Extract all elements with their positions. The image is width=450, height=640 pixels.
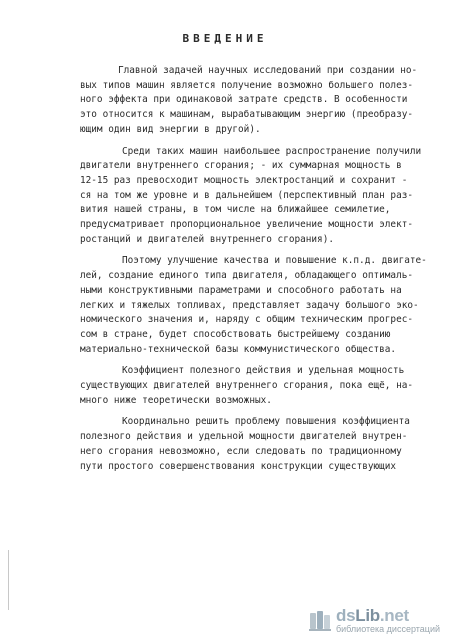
text-line: пути простого совершенствования конструкции существующих (80, 460, 397, 472)
text-line: Поэтому улучшение качества и повышение к.п.д. двигате- (122, 255, 427, 267)
text-line: материально-технической базы коммунистического общества. (80, 343, 397, 355)
text-line: 12-15 раз превосходит мощность электростанций и сохранит - (80, 174, 408, 186)
text-line: существующих двигателей внутреннего сгорания, пока ещё, на- (80, 380, 414, 392)
text-line: двигатели внутреннего сгорания; - их суммарная мощность в (80, 160, 402, 172)
document-body (80, 64, 440, 474)
site-watermark (308, 607, 440, 634)
text-line: это относится к машинам, вырабатывающим энергию (преобразу- (80, 109, 414, 121)
text-line: него сгорания невозможно, если следовать по традиционному (80, 445, 402, 457)
text-line: вития нашей страны, в том числе на ближайшее семилетие, (80, 204, 391, 216)
text-line: ся на том же уровне и в дальнейшем (перспективный план раз- (80, 189, 414, 201)
text-line: лей, создание единого типа двигателя, обладающего оптималь- (80, 270, 414, 282)
watermark-brand: dsLib.net (335, 606, 409, 625)
text-line: номического значения и, наряду с общим техническим прогрес- (80, 314, 414, 326)
text-line: ющим один вид энергии в другой). (80, 123, 261, 135)
text-line: ными конструктивными параметрами и способного работать на (80, 284, 402, 296)
text-line: Координально решить проблему повышения коэффициента (122, 416, 410, 428)
text-line: ного эффекта при одинаковой затрате средств. В особенности (80, 94, 408, 106)
text-line: ростанций и двигателей внутреннего сгорания). (80, 233, 334, 245)
paragraph-1 (80, 64, 440, 138)
paragraph-2 (80, 145, 440, 248)
text-line: Главной задачей научных исследований при создании но- (118, 65, 418, 76)
text-line: легких и тяжелых топливах, представляет задачу большого эко- (80, 299, 419, 311)
dslib-logo-icon (308, 609, 332, 633)
text-line: Коэффициент полезного действия и удельная мощность (122, 365, 405, 377)
watermark-subtitle: библиотека диссертаций (335, 624, 440, 634)
text-line: полезного действия и удельной мощности двигателей внутрен- (80, 431, 408, 443)
text-line: Среди таких машин наибольшее распространение получили (122, 145, 422, 157)
text-line: много ниже теоретически возможных. (80, 394, 272, 406)
paragraph-3 (80, 254, 440, 357)
scan-margin-line (8, 550, 12, 610)
page-title: ВВЕДЕНИЕ (182, 32, 268, 45)
text-line: сом в стране, будет способствовать быстрейшему созданию (80, 328, 391, 340)
text-line: вых типов машин является получение возможно большего полез- (80, 79, 414, 91)
text-line: предусматривает пропорциональное увеличение мощности элект- (80, 219, 414, 231)
paragraph-4 (80, 364, 440, 408)
paragraph-5 (80, 415, 440, 474)
